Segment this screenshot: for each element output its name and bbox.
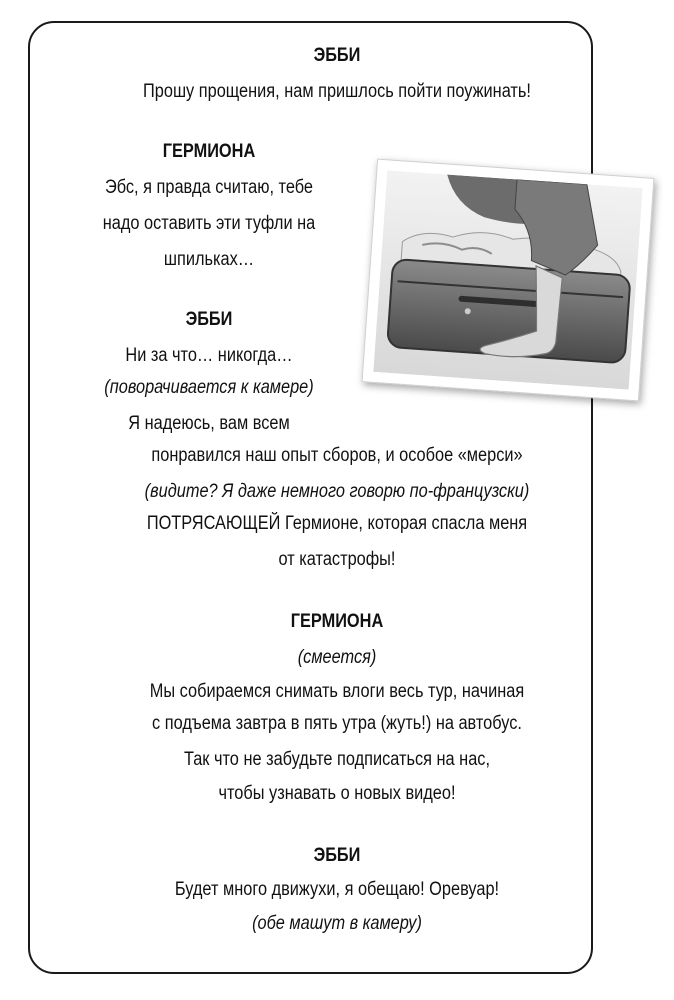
dialogue-line: Эбс, я правда считаю, тебе — [104, 177, 314, 198]
dialogue-line: от катастрофы! — [278, 549, 396, 570]
dialogue-line: шпильках… — [163, 249, 255, 270]
dialogue-line: чтобы узнавать о новых видео! — [218, 783, 456, 804]
stage-direction: (видите? Я даже немного говорю по-французски) — [144, 481, 530, 502]
dialogue-line: Ни за что… никогда… — [125, 345, 293, 366]
dialogue-line: Мы собираемся снимать влоги весь тур, начиная — [149, 681, 525, 702]
dialogue-line: Будет много движухи, я обещаю! Оревуар! — [174, 879, 500, 900]
dialogue-line: ПОТРЯСАЮЩЕЙ Гермионе, которая спасла меня — [146, 513, 528, 534]
dialogue-line: надо оставить эти туфли на — [102, 213, 316, 234]
speaker-name: ЭББИ — [313, 845, 361, 866]
stage-direction: (смеется) — [297, 647, 377, 668]
stage-direction: (обе машут в камеру) — [252, 913, 422, 934]
speaker-name: ЭББИ — [185, 309, 233, 330]
stage-direction: (поворачивается к камере) — [104, 377, 314, 398]
dialogue-line: Прошу прощения, нам пришлось пойти поужинать! — [143, 81, 531, 102]
speaker-name: ГЕРМИОНА — [162, 141, 256, 162]
dialogue-line: с подъема завтра в пять утра (жуть!) на автобус. — [152, 713, 522, 734]
speaker-name: ГЕРМИОНА — [290, 611, 384, 632]
dialogue-line: Я надеюсь, вам всем — [128, 413, 290, 434]
dialogue-line: понравился наш опыт сборов, и особое «мерси» — [151, 445, 523, 466]
speaker-name: ЭББИ — [313, 45, 361, 66]
dialogue-line: Так что не забудьте подписаться на нас, — [183, 749, 491, 770]
